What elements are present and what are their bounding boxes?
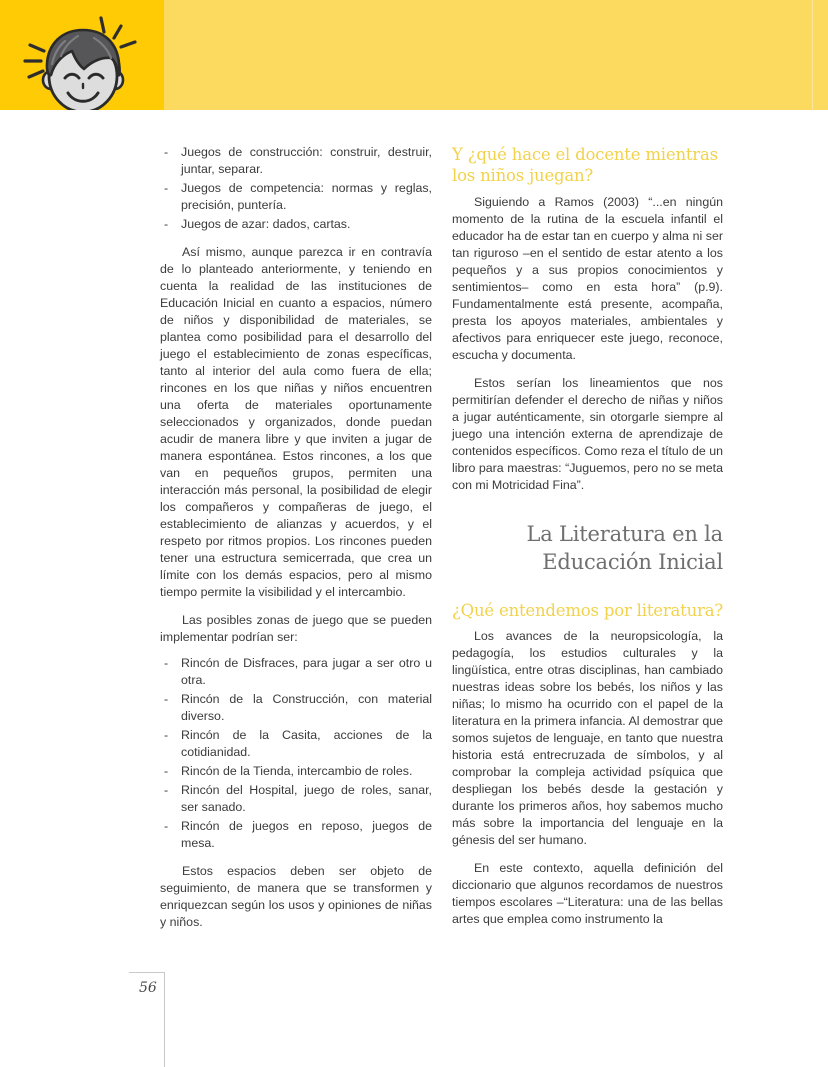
paragraph-siguiendo-a-ramos: Siguiendo a Ramos (2003) “...en ningún momento de la rutina de la escuela infantil el educador ha de estar tan en cuerpo y alma ni ser tan riguroso –en el sentido de estar atento a los pequeños y a sus propios conocimientos y sentimientos– como en esta hora” (p.9). Fundamentalmente está presente, acompaña, presta los apoyos materiales, ambientales y afectivos para enriquecer este juego, reconoce, escucha y documenta. xyxy=(452,195,723,362)
list-item xyxy=(160,782,432,816)
page-content xyxy=(0,110,828,1067)
dash-bullet-icon: - xyxy=(164,783,169,797)
left-text-column xyxy=(160,144,432,942)
list-item-text: Rincón de la Construcción, con material diverso. xyxy=(181,692,432,723)
header-light-block xyxy=(164,0,828,110)
dash-bullet-icon: - xyxy=(164,181,169,195)
page-number-box xyxy=(129,972,165,1005)
heading-que-entendemos-por-literatura: ¿Qué entendemos por literatura? xyxy=(452,601,723,620)
page-header-banner xyxy=(0,0,828,110)
dash-bullet-icon: - xyxy=(164,728,169,742)
list-item-text: Rincón del Hospital, juego de roles, sanar, ser sanado. xyxy=(181,783,432,814)
dash-bullet-icon: - xyxy=(164,692,169,706)
paragraph-en-este-contexto: En este contexto, aquella definición del diccionario que algunos recordamos de nuestros tiempos escolares –“Literatura: una de las bellas artes que emplea como instrumento la xyxy=(452,861,723,926)
list-item xyxy=(160,216,432,233)
game-types-list xyxy=(160,144,432,233)
list-item xyxy=(160,691,432,725)
list-item xyxy=(160,180,432,214)
paragraph-asi-mismo: Así mismo, aunque parezca ir en contravía de lo planteado anteriormente, y teniendo en cuenta la realidad de las instituciones de Educación Inicial en cuanto a espacios, número de niños y disponibilidad de materiales, se plantea como posibilidad para el desarrollo del juego el establecimiento de zonas específicas, tanto al interior del aula como fuera de ella; rincones en los que niñas y niños encuentren una oferta de materiales oportunamente seleccionados y organizados, donde puedan acudir de manera libre y que inviten a jugar de manera espontánea. Estos rincones, a los que van en pequeños grupos, permiten una interacción más personal, la posibilidad de elegir los compañeros y compañeras de juego, el establecimiento de alianzas y acuerdos, y el respeto por ritmos propios. Los rincones pueden tener una estructura semicerrada, que crea un límite con los demás espacios, pero al mismo tiempo permite la visibilidad y el intercambio. xyxy=(160,245,432,599)
list-item-text: Rincón de la Tienda, intercambio de roles. xyxy=(181,764,413,778)
play-corners-list xyxy=(160,655,432,852)
list-item-text: Juegos de azar: dados, cartas. xyxy=(181,217,351,231)
list-item xyxy=(160,763,432,780)
smiling-child-face-icon xyxy=(18,14,148,110)
list-item-text: Rincón de juegos en reposo, juegos de mesa. xyxy=(181,819,432,850)
paragraph-estos-espacios: Estos espacios deben ser objeto de seguimiento, de manera que se transformen y enriquezcan según los usos y opiniones de niñas y niños. xyxy=(160,864,432,929)
right-text-column xyxy=(452,144,723,939)
list-item-text: Juegos de construcción: construir, destruir, juntar, separar. xyxy=(181,145,432,176)
header-seam-line xyxy=(812,0,813,110)
list-item xyxy=(160,144,432,178)
list-item-text: Rincón de Disfraces, para jugar a ser otro u otra. xyxy=(181,656,432,687)
list-item-text: Juegos de competencia: normas y reglas, precisión, puntería. xyxy=(181,181,432,212)
dash-bullet-icon: - xyxy=(164,819,169,833)
list-item xyxy=(160,655,432,689)
dash-bullet-icon: - xyxy=(164,656,169,670)
list-item-text: Rincón de la Casita, acciones de la cotidianidad. xyxy=(181,728,432,759)
folio-vertical-rule xyxy=(164,972,165,1067)
paragraph-zonas-de-juego: Las posibles zonas de juego que se pueden implementar podrían ser: xyxy=(160,613,432,644)
list-item xyxy=(160,818,432,852)
list-item xyxy=(160,727,432,761)
dash-bullet-icon: - xyxy=(164,764,169,778)
heading-que-hace-el-docente: Y ¿qué hace el docente mientras los niños juegan? xyxy=(452,145,718,185)
paragraph-lineamientos: Estos serían los lineamientos que nos permitirían defender el derecho de niñas y niños a jugar auténticamente, sin otorgarle siempre al juego una intención externa de aprendizaje de contenidos específicos. Como reza el título de un libro para maestras: “Juguemos, pero no se meta con mi Motricidad Fina”. xyxy=(452,376,723,492)
dash-bullet-icon: - xyxy=(164,145,169,159)
paragraph-avances-neuropsicologia: Los avances de la neuropsicología, la pedagogía, los estudios culturales y la lingüística, entre otras disciplinas, han cambiado nuestras ideas sobre los bebés, los niños y las niñas; lo mismo ha ocurrido con el papel de la literatura en la primera infancia. Al demostrar que somos sujetos de lenguaje, en tanto que nuestra historia está entrecruzada de símbolos, y al comprobar la compleja actividad psíquica que despliegan los bebés desde la gestación y durante los primeros años, hoy sabemos mucho más sobre la importancia del lenguaje en la génesis del ser humano. xyxy=(452,629,723,847)
dash-bullet-icon: - xyxy=(164,217,169,231)
section-title-la-literatura: La Literatura en la Educación Inicial xyxy=(526,522,723,574)
page-number: 56 xyxy=(139,980,157,996)
